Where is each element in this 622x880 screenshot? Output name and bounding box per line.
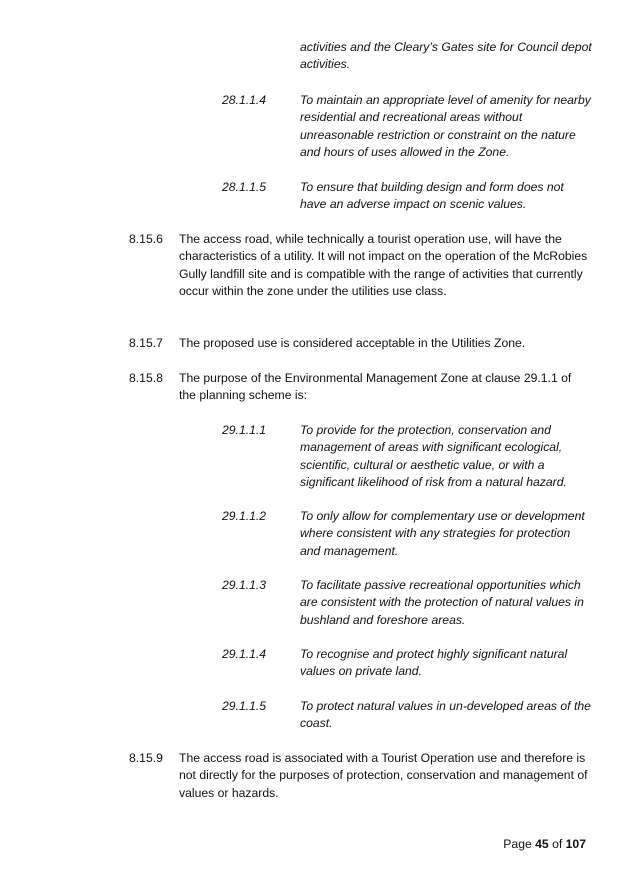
paragraph-number: 8.15.9 [129, 751, 163, 765]
paragraph [129, 750, 591, 802]
clause-number: 29.1.1.4 [222, 647, 267, 661]
clause-text: To protect natural values in un-developed areas of the coast. [300, 699, 591, 731]
clause-item [222, 508, 592, 560]
clause-number: 28.1.1.4 [222, 93, 267, 107]
clause-text: To maintain an appropriate level of amenity for nearby residential and recreational areas without unreasonable restriction or constraint on the nature and hours of uses allowed in the Zone. [300, 93, 591, 160]
clause-item [222, 577, 592, 629]
clause-item [222, 92, 592, 162]
clause-text: To only allow for complementary use or development where consistent with any strategies for protection and management. [300, 509, 585, 558]
clause-item [222, 646, 592, 681]
clause-text: To provide for the protection, conservation and management of areas with significant ecological, scientific, cultural or aesthetic value, or with a significant likelihood of risk from a natural hazard. [300, 423, 567, 490]
clause-item [222, 698, 592, 733]
paragraph [129, 335, 591, 352]
paragraph [129, 231, 591, 301]
paragraph-number: 8.15.7 [129, 336, 163, 350]
page-number-footer [503, 836, 586, 853]
clause-number: 29.1.1.2 [222, 509, 267, 523]
page-of: of [552, 837, 563, 851]
clause-text: To facilitate passive recreational opportunities which are consistent with the protection of natural values in bushland and foreshore areas. [300, 578, 584, 627]
current-page: 45 [535, 837, 549, 851]
paragraph-number: 8.15.8 [129, 371, 163, 385]
total-pages: 107 [565, 837, 586, 851]
clause-number: 28.1.1.5 [222, 180, 267, 194]
clause-number: 29.1.1.3 [222, 578, 267, 592]
paragraph-text: The access road is associated with a Tourist Operation use and therefore is not directly for the purposes of protection, conservation and management of values or hazards. [179, 751, 588, 800]
clause-item [222, 179, 592, 214]
page-label: Page [503, 837, 532, 851]
paragraph-text: The proposed use is considered acceptable in the Utilities Zone. [179, 336, 526, 350]
paragraph-number: 8.15.6 [129, 232, 163, 246]
paragraph-text: The access road, while technically a tourist operation use, will have the characteristics of a utility. It will not impact on the operation of the McRobies Gully landfill site and is compatible with the range of activities that currently occur within the zone under the utilities use class. [179, 232, 588, 299]
clause-text: To ensure that building design and form does not have an adverse impact on scenic values. [300, 180, 564, 212]
clause-continuation: activities and the Cleary’s Gates site for Council depot activities. [300, 40, 592, 72]
clause-number: 29.1.1.1 [222, 423, 267, 437]
paragraph-text: The purpose of the Environmental Management Zone at clause 29.1.1 of the planning scheme is: [179, 371, 572, 403]
clause-number: 29.1.1.5 [222, 699, 267, 713]
clause-item [222, 422, 592, 492]
clause-text: To recognise and protect highly significant natural values on private land. [300, 647, 568, 679]
paragraph [129, 370, 591, 405]
